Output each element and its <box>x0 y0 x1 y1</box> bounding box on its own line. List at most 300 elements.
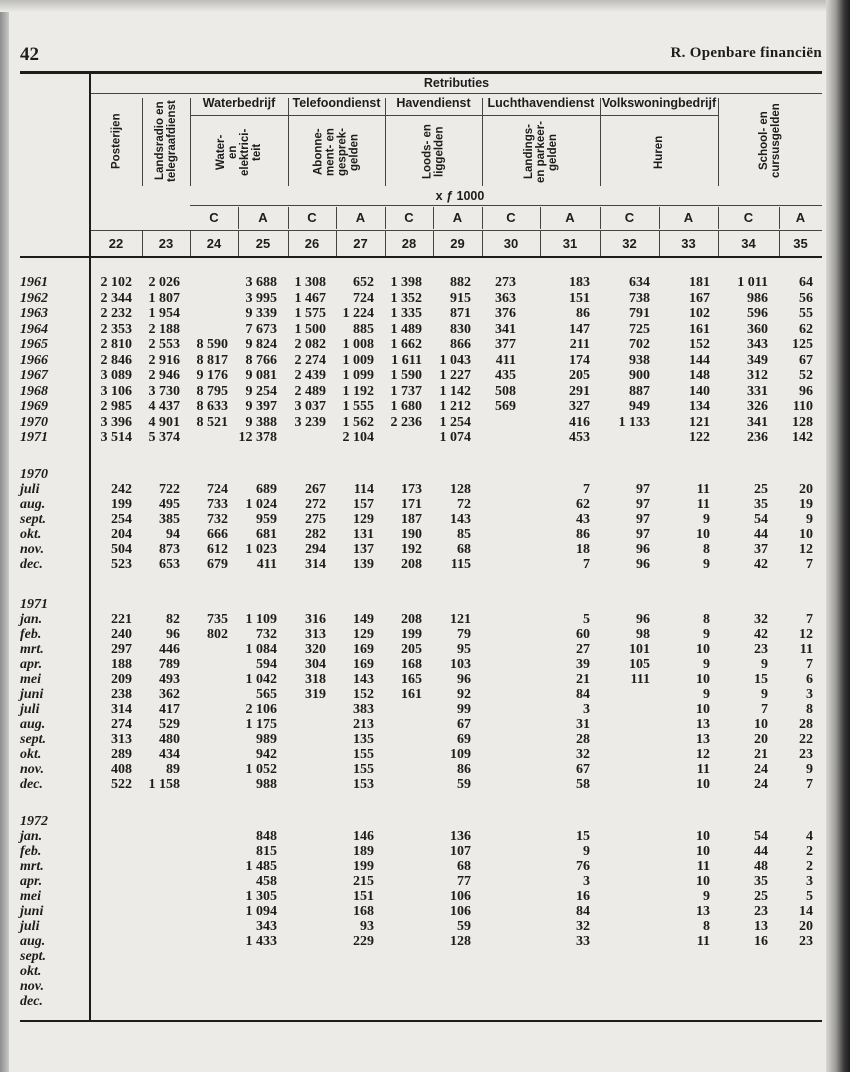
cell-col-35: 8 <box>806 702 813 717</box>
cell-col-31: 32 <box>576 747 590 762</box>
cell-col-25: 689 <box>256 482 277 497</box>
cell-col-29: 68 <box>457 542 471 557</box>
cell-col-24: 735 <box>207 612 228 627</box>
cell-col-29: 830 <box>450 321 471 337</box>
cell-col-34: 349 <box>747 352 768 368</box>
header-bottom-rule <box>20 256 822 258</box>
cell-col-31: 147 <box>569 321 590 337</box>
divider <box>600 231 601 256</box>
cell-col-34: 16 <box>754 934 768 949</box>
cell-col-30 <box>482 964 540 979</box>
row-label: feb. <box>20 844 42 859</box>
row-label: 1963 <box>20 306 48 321</box>
cell-col-30 <box>482 859 540 874</box>
unit-label: x ƒ 1000 <box>435 189 485 203</box>
table-row <box>0 384 850 400</box>
section-year-heading: 1970 <box>20 467 48 482</box>
table-row <box>0 291 850 307</box>
cell-col-31: 183 <box>569 275 590 290</box>
cell-col-27: 131 <box>353 527 374 542</box>
cell-col-28 <box>385 889 433 904</box>
row-label: 1970 <box>20 414 48 430</box>
cell-col-34: 23 <box>754 642 768 657</box>
cell-col-29: 72 <box>457 497 471 512</box>
cell-col-29: 59 <box>457 919 471 934</box>
cell-col-26 <box>288 979 336 994</box>
cell-col-29: 109 <box>450 747 471 762</box>
cell-col-24 <box>190 657 238 672</box>
cell-col-26: 275 <box>305 512 326 527</box>
col-label-abonnement: Abonne- ment- en gesprek- gelden <box>312 128 361 176</box>
cell-col-27: 199 <box>353 859 374 874</box>
cell-col-23: 94 <box>166 527 180 542</box>
cell-col-35: 14 <box>799 904 813 919</box>
row-label: juli <box>20 482 40 497</box>
cell-col-31: 453 <box>569 430 590 445</box>
divider <box>190 231 191 256</box>
cell-col-34: 25 <box>754 482 768 497</box>
divider <box>385 207 386 229</box>
cell-col-27: 383 <box>353 702 374 717</box>
table-row <box>0 415 850 431</box>
cell-col-24: 679 <box>207 557 228 572</box>
divider <box>336 231 337 256</box>
cell-col-29: 915 <box>450 290 471 306</box>
row-label: nov. <box>20 762 44 777</box>
cell-col-28 <box>385 874 433 889</box>
cell-col-27: 129 <box>353 627 374 642</box>
divider <box>779 207 780 229</box>
cell-col-28 <box>385 702 433 717</box>
table-row <box>0 482 850 497</box>
cell-col-30: 273 <box>495 275 516 290</box>
cell-col-31: 62 <box>576 497 590 512</box>
cell-col-25: 1 094 <box>245 904 277 919</box>
cell-col-25: 594 <box>256 657 277 672</box>
cell-col-30 <box>482 557 540 572</box>
table-row <box>0 949 850 964</box>
cell-col-25: 959 <box>256 512 277 527</box>
cell-col-28: 1 335 <box>390 306 422 321</box>
cell-col-27: 215 <box>353 874 374 889</box>
cell-col-28: 192 <box>401 542 422 557</box>
cell-col-32: 97 <box>636 497 650 512</box>
cell-col-25: 12 378 <box>238 430 277 445</box>
cell-col-31: 18 <box>576 542 590 557</box>
table-row <box>0 542 850 557</box>
cell-col-29: 882 <box>450 275 471 290</box>
cell-col-24 <box>190 672 238 687</box>
cell-col-32 <box>600 889 659 904</box>
cell-col-34: 15 <box>754 672 768 687</box>
cell-col-28: 205 <box>401 642 422 657</box>
col-label-loods-liggelden: Loods- en liggelden <box>421 124 446 180</box>
cell-col-34: 44 <box>754 844 768 859</box>
cell-col-27: 153 <box>353 777 374 792</box>
cell-col-24 <box>190 430 238 446</box>
cell-col-28: 161 <box>401 687 422 702</box>
cell-col-26: 318 <box>305 672 326 687</box>
cell-col-33: 181 <box>689 275 710 290</box>
cell-col-34: 35 <box>754 497 768 512</box>
cell-col-25: 1 023 <box>245 542 277 557</box>
monthly-section <box>0 597 850 792</box>
row-label: 1971 <box>20 430 48 445</box>
cell-col-34: 21 <box>754 747 768 762</box>
cell-col-33: 11 <box>696 859 710 874</box>
cell-col-35: 55 <box>799 306 813 321</box>
cell-col-26: 314 <box>305 557 326 572</box>
row-label: okt. <box>20 964 42 979</box>
monthly-section <box>0 467 850 572</box>
cell-col-30 <box>482 687 540 702</box>
cell-col-24: 612 <box>207 542 228 557</box>
column-number: 32 <box>622 236 637 251</box>
cell-col-27: 724 <box>353 290 374 306</box>
cell-col-30: 363 <box>495 290 516 306</box>
scan-right-edge <box>826 0 850 1072</box>
cell-col-27: 169 <box>353 642 374 657</box>
monthly-section <box>0 814 850 1009</box>
cell-col-22: 522 <box>111 777 132 792</box>
cell-col-29: 99 <box>457 702 471 717</box>
column-number: 35 <box>793 236 808 251</box>
cell-col-30 <box>482 415 540 431</box>
divider <box>779 231 780 256</box>
row-label: mrt. <box>20 859 44 874</box>
cell-col-33: 11 <box>696 934 710 949</box>
cell-col-30 <box>482 732 540 747</box>
row-label: nov. <box>20 979 44 994</box>
row-label: nov. <box>20 542 44 557</box>
cell-col-24 <box>190 275 238 291</box>
cell-col-27: 213 <box>353 717 374 732</box>
cell-col-35: 12 <box>799 627 813 642</box>
cell-col-22 <box>90 904 142 919</box>
cell-col-33: 10 <box>696 702 710 717</box>
cell-col-32: 101 <box>629 642 650 657</box>
cell-col-27: 129 <box>353 512 374 527</box>
table-row <box>0 762 850 777</box>
cell-col-33: 11 <box>696 482 710 497</box>
cell-col-24 <box>190 964 238 979</box>
cell-col-24 <box>190 702 238 717</box>
cell-col-22: 2 985 <box>100 399 132 414</box>
cell-col-22: 314 <box>111 702 132 717</box>
cell-col-27: 229 <box>353 934 374 949</box>
cell-col-34: 1 011 <box>737 275 768 290</box>
cell-col-33: 102 <box>689 306 710 321</box>
cell-col-26 <box>288 919 336 934</box>
cell-col-27: 135 <box>353 732 374 747</box>
cell-col-29: 103 <box>450 657 471 672</box>
cell-col-31: 43 <box>576 512 590 527</box>
cell-col-24: 8 521 <box>196 414 228 430</box>
cell-col-31: 151 <box>569 290 590 306</box>
table-row <box>0 527 850 542</box>
divider <box>190 205 822 206</box>
row-label: 1969 <box>20 399 48 414</box>
cell-col-26: 1 575 <box>294 306 326 321</box>
cell-col-32 <box>600 964 659 979</box>
cell-col-28 <box>385 979 433 994</box>
cell-col-22 <box>90 889 142 904</box>
table-row <box>0 612 850 627</box>
table-row <box>0 275 850 291</box>
cell-col-24 <box>190 642 238 657</box>
cell-col-23 <box>142 964 190 979</box>
cell-col-23: 446 <box>159 642 180 657</box>
cell-col-28 <box>385 829 433 844</box>
group-title-retributies: Retributies <box>423 76 490 90</box>
cell-col-32: 949 <box>629 399 650 414</box>
cell-col-29: 86 <box>457 762 471 777</box>
cell-col-33 <box>659 979 718 994</box>
cell-col-22: 2 102 <box>100 275 132 290</box>
cell-col-22 <box>90 964 142 979</box>
cell-col-33: 8 <box>703 612 710 627</box>
cell-col-32 <box>600 829 659 844</box>
cell-col-35: 19 <box>799 497 813 512</box>
cell-col-22 <box>90 994 142 1009</box>
cell-col-24 <box>190 919 238 934</box>
cell-col-34: 37 <box>754 542 768 557</box>
column-number: 27 <box>353 236 368 251</box>
cell-col-33: 9 <box>703 557 710 572</box>
cell-col-35: 62 <box>799 321 813 337</box>
cell-col-23 <box>142 904 190 919</box>
cell-col-32 <box>600 732 659 747</box>
cell-col-33: 10 <box>696 777 710 792</box>
cell-col-35: 9 <box>806 512 813 527</box>
divider <box>482 231 483 256</box>
cell-col-22: 221 <box>111 612 132 627</box>
cell-col-34: 331 <box>747 383 768 399</box>
row-label: juni <box>20 687 44 702</box>
table-row <box>0 642 850 657</box>
column-number: 31 <box>562 236 578 251</box>
cell-col-30 <box>482 949 540 964</box>
cell-col-27: 114 <box>353 482 374 497</box>
cell-col-23: 873 <box>159 542 180 557</box>
cell-col-28: 1 680 <box>390 399 422 414</box>
cell-col-27: 1 555 <box>342 399 374 414</box>
cell-col-22: 2 344 <box>100 290 132 306</box>
cell-col-29: 106 <box>450 904 471 919</box>
cell-col-25: 681 <box>256 527 277 542</box>
cell-col-34: 42 <box>754 627 768 642</box>
row-label: aug. <box>20 717 46 732</box>
cell-col-22 <box>90 874 142 889</box>
cell-col-25 <box>238 964 288 979</box>
row-label: okt. <box>20 527 42 542</box>
cell-col-32 <box>600 747 659 762</box>
ca-label: A <box>258 210 268 225</box>
cell-col-29: 77 <box>457 874 471 889</box>
cell-col-34: 13 <box>754 919 768 934</box>
cell-col-24: 666 <box>207 527 228 542</box>
cell-col-29: 68 <box>457 859 471 874</box>
cell-col-22: 2 232 <box>100 306 132 321</box>
cell-col-24: 732 <box>207 512 228 527</box>
cell-col-26: 2 274 <box>294 352 326 368</box>
cell-col-29: 92 <box>457 687 471 702</box>
cell-col-31: 5 <box>583 612 590 627</box>
row-label: 1962 <box>20 290 48 306</box>
cell-col-26 <box>288 994 336 1009</box>
cell-col-22: 2 810 <box>100 337 132 352</box>
row-label: juli <box>20 919 40 934</box>
cell-col-32: 738 <box>629 290 650 306</box>
cell-col-34: 54 <box>754 829 768 844</box>
cell-col-30 <box>482 430 540 446</box>
cell-col-26 <box>288 949 336 964</box>
cell-col-22 <box>90 979 142 994</box>
cell-col-35: 22 <box>799 732 813 747</box>
cell-col-26 <box>288 717 336 732</box>
cell-col-23: 96 <box>166 627 180 642</box>
cell-col-34: 312 <box>747 368 768 383</box>
cell-col-31: 205 <box>569 368 590 383</box>
cell-col-23: 2 946 <box>148 368 180 383</box>
row-label: jan. <box>20 612 43 627</box>
cell-col-22: 188 <box>111 657 132 672</box>
cell-col-22: 408 <box>111 762 132 777</box>
cell-col-23: 417 <box>159 702 180 717</box>
cell-col-23 <box>142 934 190 949</box>
cell-col-29: 115 <box>450 557 471 572</box>
cell-col-25: 9 254 <box>245 383 277 399</box>
cell-col-33: 10 <box>696 844 710 859</box>
cell-col-28 <box>385 747 433 762</box>
cell-col-31: 28 <box>576 732 590 747</box>
cell-col-26: 1 308 <box>294 275 326 290</box>
cell-col-27: 1 192 <box>342 383 374 399</box>
cell-col-35: 12 <box>799 542 813 557</box>
cell-col-26 <box>288 430 336 446</box>
ca-label: C <box>624 210 635 225</box>
cell-col-24 <box>190 889 238 904</box>
cell-col-28: 1 662 <box>390 337 422 352</box>
table-row <box>0 399 850 415</box>
cell-col-32 <box>600 874 659 889</box>
cell-col-30: 508 <box>495 383 516 399</box>
table-row <box>0 306 850 322</box>
cell-col-34: 9 <box>761 657 768 672</box>
cell-col-32: 900 <box>629 368 650 383</box>
page-number: 42 <box>20 44 39 65</box>
cell-col-23 <box>142 919 190 934</box>
cell-col-26: 282 <box>305 527 326 542</box>
cell-col-32 <box>600 717 659 732</box>
cell-col-22: 3 089 <box>100 368 132 383</box>
cell-col-22 <box>90 859 142 874</box>
divider <box>288 207 289 229</box>
cell-col-26 <box>288 889 336 904</box>
cell-col-31: 33 <box>576 934 590 949</box>
cell-col-32: 938 <box>629 352 650 368</box>
cell-col-23: 5 374 <box>148 430 180 445</box>
cell-col-34: 7 <box>761 702 768 717</box>
cell-col-29 <box>433 979 482 994</box>
table-row <box>0 557 850 572</box>
cell-col-22: 199 <box>111 497 132 512</box>
row-label: apr. <box>20 657 43 672</box>
cell-col-24 <box>190 904 238 919</box>
row-label: sept. <box>20 949 47 964</box>
top-rule <box>20 71 822 74</box>
cell-col-32: 96 <box>636 542 650 557</box>
cell-col-29: 1 227 <box>439 368 471 383</box>
cell-col-28: 1 489 <box>390 321 422 337</box>
cell-col-32: 97 <box>636 527 650 542</box>
cell-col-25: 989 <box>256 732 277 747</box>
column-number: 26 <box>304 236 320 251</box>
ca-label: C <box>404 210 414 225</box>
row-label: aug. <box>20 934 46 949</box>
cell-col-25: 1 433 <box>245 934 277 949</box>
cell-col-25: 9 081 <box>245 368 277 383</box>
cell-col-35: 20 <box>799 919 813 934</box>
cell-col-35: 7 <box>806 612 813 627</box>
cell-col-23 <box>142 829 190 844</box>
divider <box>142 231 143 256</box>
cell-col-25: 1 052 <box>245 762 277 777</box>
cell-col-29: 121 <box>450 612 471 627</box>
cell-col-31 <box>540 964 600 979</box>
cell-col-30 <box>482 934 540 949</box>
cell-col-30: 435 <box>495 368 516 383</box>
cell-col-28 <box>385 964 433 979</box>
divider <box>288 231 289 256</box>
cell-col-24 <box>190 747 238 762</box>
row-label: juni <box>20 904 44 919</box>
cell-col-23: 82 <box>166 612 180 627</box>
cell-col-35: 64 <box>799 275 813 290</box>
cell-col-22: 209 <box>111 672 132 687</box>
cell-col-32 <box>600 430 659 446</box>
table-row <box>0 497 850 512</box>
cell-col-27: 189 <box>353 844 374 859</box>
row-label: 1965 <box>20 337 48 352</box>
cell-col-35: 6 <box>806 672 813 687</box>
cell-col-33: 12 <box>696 747 710 762</box>
cell-col-23: 3 730 <box>148 383 180 399</box>
cell-col-29: 59 <box>457 777 471 792</box>
cell-col-29: 128 <box>450 482 471 497</box>
cell-col-26 <box>288 844 336 859</box>
cell-col-25: 7 673 <box>245 321 277 337</box>
cell-col-29: 136 <box>450 829 471 844</box>
cell-col-27: 169 <box>353 657 374 672</box>
cell-col-23: 493 <box>159 672 180 687</box>
group-telefoondienst: Telefoondienst <box>292 96 381 110</box>
cell-col-27: 1 224 <box>342 306 374 321</box>
cell-col-31: 84 <box>576 687 590 702</box>
cell-col-22: 204 <box>111 527 132 542</box>
cell-col-31: 58 <box>576 777 590 792</box>
cell-col-22: 504 <box>111 542 132 557</box>
ca-label: A <box>683 210 694 225</box>
row-label: dec. <box>20 557 43 572</box>
cell-col-26: 2 082 <box>294 337 326 352</box>
cell-col-27: 151 <box>353 889 374 904</box>
cell-col-22 <box>90 844 142 859</box>
cell-col-34: 32 <box>754 612 768 627</box>
cell-col-27: 93 <box>360 919 374 934</box>
section-year-heading: 1971 <box>20 597 48 612</box>
cell-col-26 <box>288 702 336 717</box>
